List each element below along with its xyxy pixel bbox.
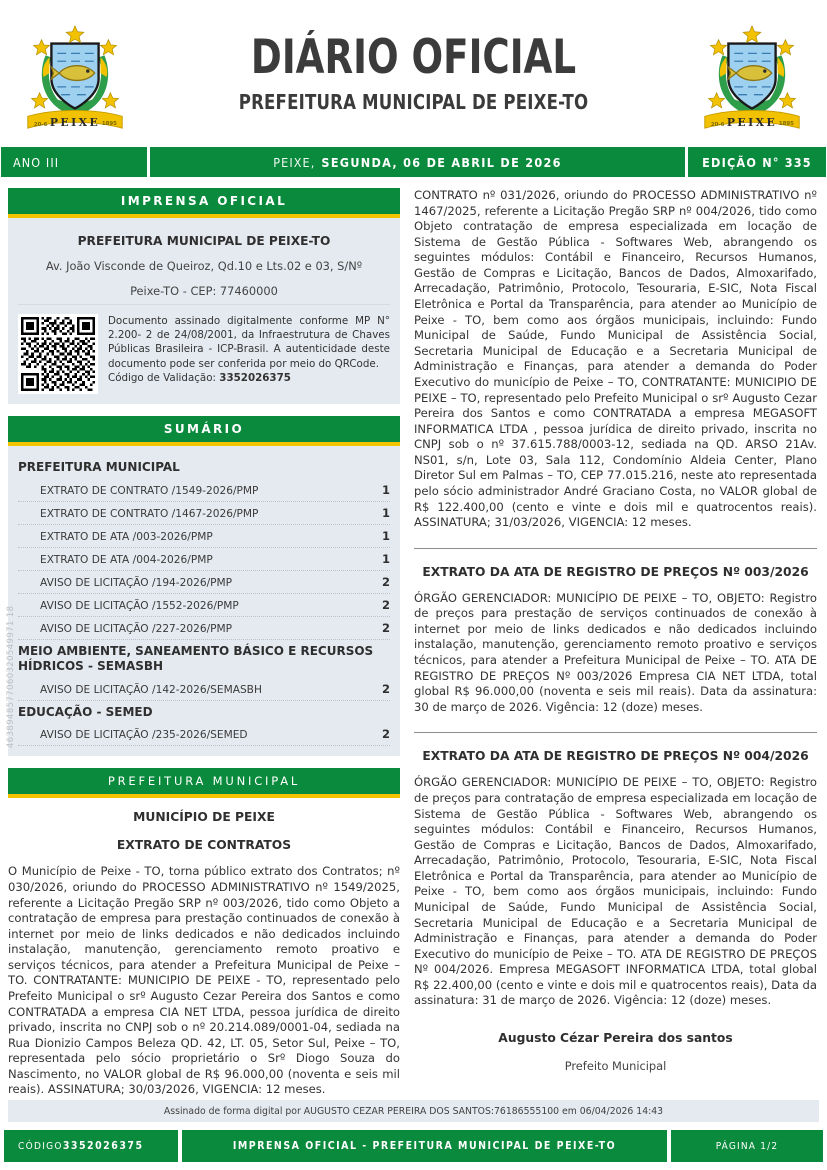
signatory-role: Prefeito Municipal [564, 1059, 667, 1074]
organization-name: PREFEITURA MUNICIPAL DE PEIXE-TO [77, 234, 331, 248]
panel-accent-rule [8, 794, 400, 798]
svg-text:PEIXE: PEIXE [49, 115, 101, 129]
sumario-item-label: EXTRATO DE CONTRATO /1549-2026/PMP [40, 484, 259, 497]
qr-code-icon[interactable] [18, 314, 98, 394]
sumario-item-page: 1 [381, 482, 390, 497]
sumario-item-page: 2 [381, 574, 390, 589]
sumario-group-title: EDUCAÇÃO - SEMED [18, 704, 153, 719]
validation-code-label: Código de Validação: [108, 371, 220, 384]
title-block [134, 30, 693, 119]
section-divider [414, 732, 817, 733]
contract-031-text: CONTRATO nº 031/2026, oriundo do PROCESSO ADMINISTRATIVO nº 1467/2025, referente a Licitação Pregão SRP nº 004/2026, tido como Objeto contratação de empresa especializada em locação de Sistema de Gestão Pública - Softwares Web, abrangendo os seguintes módulos: Contábil e Financeiro, Recursos Humanos, Gestão de Compras e Licitação, Bancos de Dados, Almoxarifado, Arrecadação, Patrimônio, Protocolo, Tesouraria, E-SIC, Nota Fiscal Eletrônica e Portal da Transparência, para atender ao Município de Peixe - TO, bem como aos órgãos municipais, incluindo: Fundo Municipal de Saúde, Fundo Municipal de Assistência Social, Secretaria Municipal de Educação e a Secretaria Municipal de Administração e Finanças, para atender a demanda do Poder Executivo do município de Peixe – TO, CONTRATANTE: MUNICIPIO DE PEIXE – TO, representado pelo Prefeito Municipal o srº Augusto Cezar Pereira dos Santos e como CONTRATADA a empresa MEGASOFT INFORMATICA LTDA , pessoa jurídica de direito privado, inscrita no CNPJ sob o nº 37.615.788/0003-12, sediada na QD. ARSO 21Av. NS01, s/n, Lote 03, Sala 112, Condomínio Aldeia Center, Plano Diretor Sul em Palmas – TO, CEP 77.015.216, neste ato representada pelo sócio administrador André Graciano Costa, no VALOR global de R$ 122.400,00 (cento e vinte e dois mil e quatrocentos reais). ASSINATURA; 31/03/2026, VIGENCIA: 12 meses. [414, 188, 817, 530]
sumario-item[interactable] [18, 525, 390, 548]
coat-of-arms-left [16, 18, 134, 136]
ata-003-heading: EXTRATO DA ATA DE REGISTRO DE PREÇOS Nº 003/2026 [422, 564, 809, 579]
footer-center-label: IMPRENSA OFICIAL - PREFEITURA MUNICIPAL DE PEIXE-TO [182, 1130, 667, 1162]
digital-signature-strip [8, 1100, 819, 1122]
coat-of-arms-right [693, 18, 811, 136]
sumario-item-page: 1 [381, 551, 390, 566]
organization-address: Av. João Visconde de Queiroz, Qd.10 e Lts.02 e 03, S/Nº [45, 259, 363, 273]
sumario-item-label: EXTRATO DE ATA /003-2026/PMP [40, 530, 213, 543]
digital-signature-text: Assinado de forma digital por AUGUSTO CEZAR PEREIRA DOS SANTOS:76186555100 em 06/04/2026 14:43 [163, 1105, 664, 1117]
sumario-item-label: AVISO DE LICITAÇÃO /142-2026/SEMASBH [40, 683, 262, 696]
page-title: DIÁRIO OFICIAL [250, 30, 577, 86]
content-columns [0, 177, 827, 1097]
sumario-item-page: 2 [381, 727, 390, 742]
sumario-item[interactable] [18, 617, 390, 640]
sumario-item-page: 1 [381, 505, 390, 520]
page-footer [0, 1130, 827, 1162]
city-label: PEIXE, [273, 154, 316, 170]
imprensa-panel-header: IMPRENSA OFICIAL [8, 188, 400, 214]
page-subtitle: PREFEITURA MUNICIPAL DE PEIXE-TO [238, 89, 589, 114]
ata-004-heading: EXTRATO DA ATA DE REGISTRO DE PREÇOS Nº 004/2026 [422, 749, 809, 764]
ata-004-text: ÓRGÃO GERENCIADOR: MUNICÍPIO DE PEIXE – TO, OBJETO: Registro de preços para contratação de empresa especializada em locação de Sistema de Gestão Pública - Softwares Web, abrangendo os seguintes módulos: Contábil e Financeiro, Recursos Humanos, Gestão de Compras e Licitação, Bancos de Dados, Almoxarifado, Arrecadação, Patrimônio, Protocolo, Tesouraria, E-SIC, Nota Fiscal Eletrônica e Portal da Transparência, para atender ao Município de Peixe - TO, bem como aos órgãos municipais, incluindo: Fundo Municipal de Saúde, Fundo Municipal de Assistência Social, Secretaria Municipal de Educação e a Secretaria Municipal de Administração e Finanças, para atender a demanda do Poder Executivo do município de Peixe – TO. ATA DE REGISTRO DE PREÇOS Nº 004/2026. Empresa MEGASOFT INFORMATICA LTDA, total global R$ 22.400,00 (cento e vinte e dois mil e quatrocentos reais), Data da assinatura: 31 de março de 2026. Vigência: 12 (doze) meses. [414, 775, 817, 1008]
sumario-item-label: AVISO DE LICITAÇÃO /1552-2026/PMP [40, 599, 239, 612]
document-side-code: 4638948577060320549971 18 [6, 605, 16, 748]
footer-page-number: PÁGINA 1/2 [671, 1130, 823, 1162]
right-column [414, 188, 819, 1074]
ano-label: ANO III [1, 147, 147, 177]
validation-code-value: 3352026375 [219, 371, 291, 384]
footer-codigo-value: 3352026375 [62, 1140, 144, 1152]
footer-codigo-label: CÓDIGO [18, 1140, 63, 1152]
extrato-contratos-heading: EXTRATO DE CONTRATOS [116, 838, 292, 853]
sumario-item[interactable] [18, 479, 390, 502]
prefeitura-section-header: PREFEITURA MUNICIPAL [8, 768, 400, 794]
signature-notice-text: Documento assinado digitalmente conforme MP N° 2.200- 2 de 24/08/2001, da Infraestrutura de Chaves Públicas Brasileira - ICP-Brasil. A autenticidade deste documento pode ser conferida por meio do QRCode. [108, 315, 390, 370]
footer-codigo [4, 1130, 178, 1162]
sumario-item-label: AVISO DE LICITAÇÃO /235-2026/SEMED [40, 729, 248, 742]
svg-text:1895: 1895 [101, 120, 117, 127]
imprensa-oficial-panel [8, 188, 400, 404]
municipio-heading: MUNICÍPIO DE PEIXE [133, 810, 275, 825]
sumario-item-label: AVISO DE LICITAÇÃO /227-2026/PMP [40, 622, 233, 635]
sumario-item-page: 2 [381, 620, 390, 635]
date-bar [0, 147, 827, 177]
signature-notice-block [108, 314, 390, 385]
svg-text:20-6: 20-6 [33, 121, 48, 128]
prefeitura-article [8, 810, 400, 1098]
sumario-item[interactable] [18, 548, 390, 571]
sumario-item-label: AVISO DE LICITAÇÃO /194-2026/PMP [40, 576, 233, 589]
imprensa-panel-body [8, 218, 400, 404]
sumario-item-label: EXTRATO DE ATA /004-2026/PMP [40, 553, 213, 566]
svg-text:20-6: 20-6 [710, 121, 725, 128]
date-cell [150, 147, 685, 177]
section-divider [414, 548, 817, 549]
qr-validation-row [18, 304, 390, 394]
sumario-group-title: PREFEITURA MUNICIPAL [18, 460, 180, 474]
sumario-item[interactable] [18, 678, 390, 701]
sumario-item[interactable] [18, 594, 390, 617]
sumario-item[interactable] [18, 502, 390, 525]
sumario-item[interactable] [18, 571, 390, 594]
signatory-name: Augusto Cézar Pereira dos santos [498, 1031, 733, 1046]
sumario-panel-header: SUMÁRIO [8, 416, 400, 442]
sumario-item-label: EXTRATO DE CONTRATO /1467-2026/PMP [40, 507, 259, 520]
sumario-item-page: 2 [381, 597, 390, 612]
left-column [6, 188, 400, 1097]
contract-030-text: O Município de Peixe - TO, torna público extrato dos Contratos; nº 030/2026, oriundo do PROCESSO ADMINISTRATIVO nº 1549/2025, referente a Licitação Pregão SRP nº 003/2026, tido como Objeto a contratação de empresa para prestação continuados de conexão à internet por meio de links dedicados e não dedicados incluindo instalação, manutenção, gerenciamento remoto proativo e serviços técnicos, para atender a Prefeitura Municipal de Peixe – TO. CONTRATANTE: MUNICIPIO DE PEIXE - TO, representado pelo Prefeito Municipal o srº Augusto Cezar Pereira dos Santos e como CONTRATADA a empresa CIA NET LTDA, pessoa jurídica de direito privado, inscrita no CNPJ sob o nº 20.214.089/0001-04, sediada na Rua Dionizio Campos Beleza QD. 42, LT. 05, Setor Sul, Peixe – TO, representada pelo sócio proprietário o Srº Diogo Souza do Nascimento, no VALOR global de R$ 96.000,00 (noventa e seis mil reais). ASSINATURA; 30/03/2026, VIGENCIA: 12 meses. [8, 864, 400, 1097]
edition-label: EDIÇÃO N° 335 [688, 147, 826, 177]
ata-003-text: ÓRGÃO GERENCIADOR: MUNICÍPIO DE PEIXE – TO, OBJETO: Registro de preços para prestação de serviços continuados de conexão à internet por meio de links dedicados e não dedicados incluindo instalação, manutenção, gerenciamento remoto proativo e serviços técnicos, para atender a Prefeitura Municipal de Peixe – TO. ATA DE REGISTRO DE PREÇOS Nº 003/2026 Empresa CIA NET LTDA, total global R$ 96.000,00 (noventa e seis mil reais). Data da assinatura: 30 de março de 2026. Vigência: 12 (doze) meses. [414, 590, 817, 714]
masthead [0, 0, 827, 145]
svg-text:1895: 1895 [778, 120, 794, 127]
organization-cep: Peixe-TO - CEP: 77460000 [130, 284, 278, 298]
date-label: SEGUNDA, 06 DE ABRIL DE 2026 [321, 154, 562, 170]
sumario-item-page: 2 [381, 681, 390, 696]
sumario-panel [8, 416, 400, 756]
sumario-item[interactable] [18, 723, 390, 746]
sumario-group-title: MEIO AMBIENTE, SANEAMENTO BÁSICO E RECURSOS HÍDRICOS - SEMASBH [18, 643, 374, 674]
sumario-item-page: 1 [381, 528, 390, 543]
prefeitura-section-panel [8, 768, 400, 798]
sumario-list [8, 446, 400, 756]
svg-text:PEIXE: PEIXE [726, 115, 778, 129]
